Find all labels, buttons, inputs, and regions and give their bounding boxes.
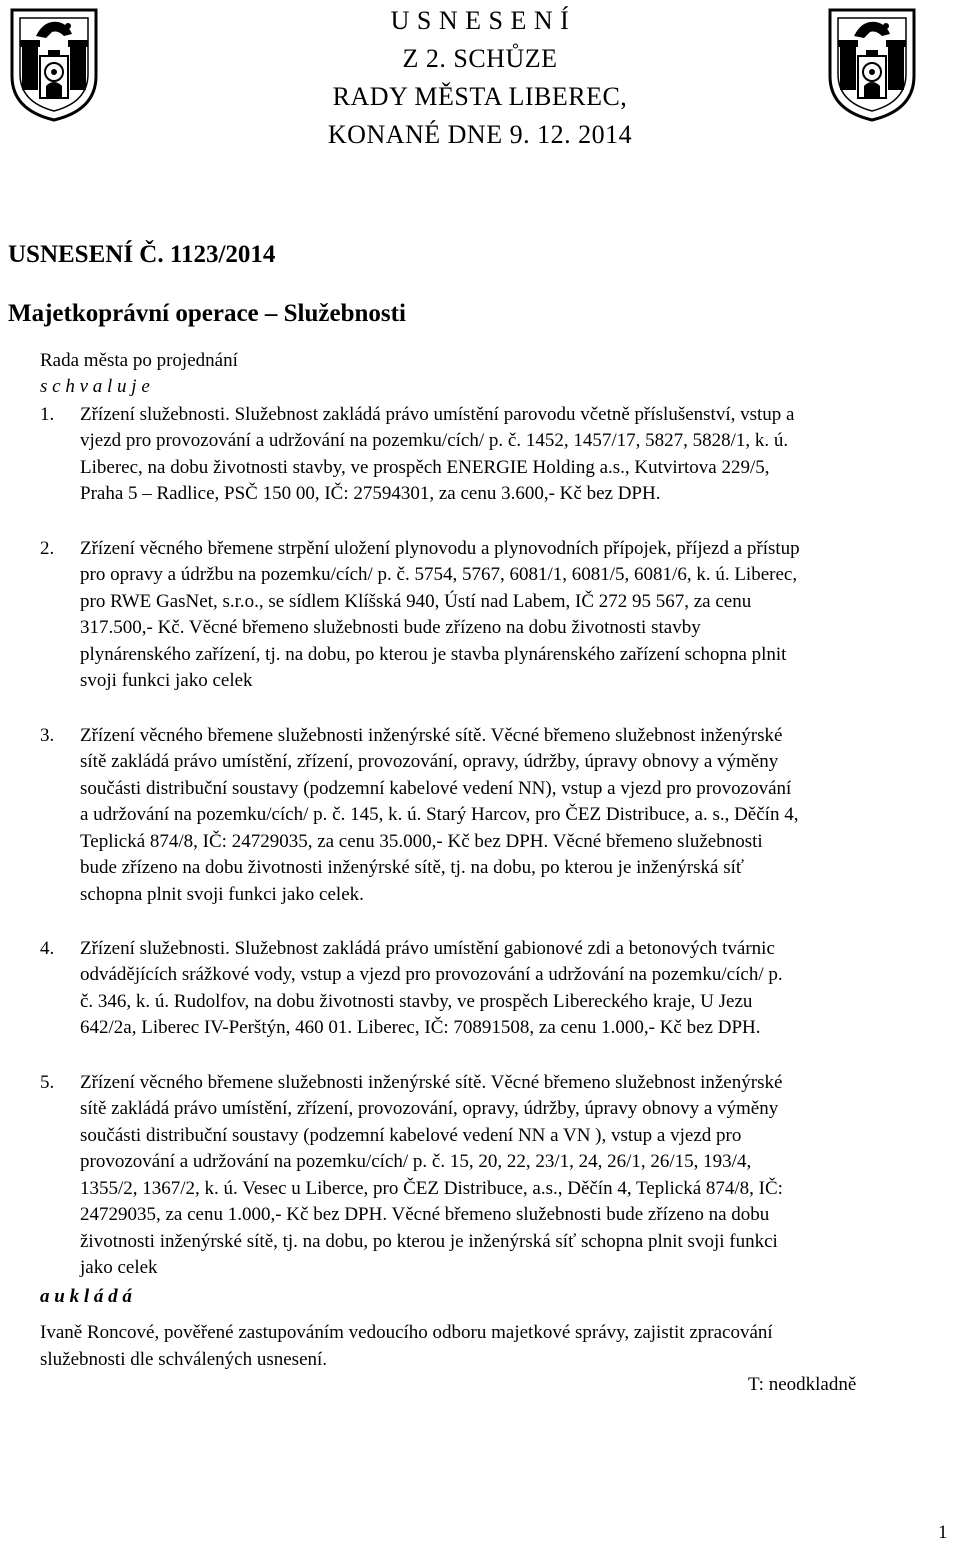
item-line: svoji funkci jako celek bbox=[80, 670, 253, 691]
liberec-coat-of-arms-right-icon bbox=[824, 6, 920, 124]
item-line: Zřízení věcného břemene služebnosti inženýrské sítě. Věcné břemeno služebnost inženýrské bbox=[80, 725, 783, 746]
item-line: sítě zakládá právo umístění, zřízení, provozování, opravy, údržby, úpravy obnovy a výměny bbox=[80, 1098, 779, 1119]
item-line: Zřízení služebnosti. Služebnost zakládá právo umístění gabionové zdi a betonových tvárnic bbox=[80, 938, 775, 959]
resolution-intro: Rada města po projednání bbox=[40, 350, 238, 371]
item-line: životnosti inženýrské sítě, tj. na dobu, po kterou je inženýrská síť schopna plnit svoji funkci bbox=[80, 1231, 778, 1252]
item-line: Zřízení služebnosti. Služebnost zakládá právo umístění parovodu včetně příslušenství, vstup a bbox=[80, 404, 795, 425]
assigns-heading: a u k l á d á bbox=[40, 1286, 132, 1307]
item-line: provozování a udržování na pozemku/cích/ p. č. 15, 20, 22, 23/1, 24, 26/1, 26/15, 193/4, bbox=[80, 1151, 752, 1172]
item-line: 24729035, za cenu 1.000,- Kč bez DPH. Věcné břemeno služebnosti bude zřízeno na dobu bbox=[80, 1204, 770, 1225]
item-line: Zřízení věcného břemene strpění uložení plynovodu a plynovodních přípojek, příjezd a přístup bbox=[80, 538, 800, 559]
item-line: pro RWE GasNet, s.r.o., se sídlem Klíšská 940, Ústí nad Labem, IČ 272 95 567, za cenu bbox=[80, 591, 752, 612]
item-line: vjezd pro provozování a udržování na pozemku/cích/ p. č. 1452, 1457/17, 5827, 5828/1, k. ú. bbox=[80, 430, 789, 451]
item-line: pro opravy a údržbu na pozemku/cích/ p. č. 5754, 5767, 6081/1, 6081/5, 6081/6, k. ú. Liberec, bbox=[80, 564, 798, 585]
item-line: jako celek bbox=[80, 1257, 158, 1278]
header-council: RADY MĚSTA LIBEREC, bbox=[332, 82, 628, 111]
item-number: 4. bbox=[40, 938, 55, 959]
item-line: Liberec, na dobu životnosti stavby, ve prospěch ENERGIE Holding a.s., Kutvirtova 229/5, bbox=[80, 457, 770, 478]
assigns-text-line: služebnosti dle schválených usnesení. bbox=[40, 1349, 328, 1370]
item-line: 642/2a, Liberec IV-Perštýn, 460 01. Liberec, IČ: 70891508, za cenu 1.000,- Kč bez DPH. bbox=[80, 1017, 761, 1038]
item-line: Praha 5 – Radlice, PSČ 150 00, IČ: 27594301, za cenu 3.600,- Kč bez DPH. bbox=[80, 483, 661, 504]
item-line: a udržování na pozemku/cích/ p. č. 145, k. ú. Starý Harcov, pro ČEZ Distribuce, a. s., Děčín 4, bbox=[80, 804, 799, 825]
item-number: 1. bbox=[40, 404, 55, 425]
assigns-text-line: Ivaně Roncové, pověřené zastupováním vedoucího odboru majetkové správy, zajistit zpracování bbox=[40, 1322, 773, 1343]
item-line: Teplická 874/8, IČ: 24729035, za cenu 35.000,- Kč bez DPH. Věcné břemeno služebnosti bbox=[80, 831, 763, 852]
liberec-coat-of-arms-left-icon bbox=[6, 6, 102, 124]
resolution-number: USNESENÍ Č. 1123/2014 bbox=[8, 241, 276, 268]
header-date: KONANÉ DNE 9. 12. 2014 bbox=[327, 120, 633, 149]
page-number: 1 bbox=[938, 1522, 948, 1543]
item-number: 5. bbox=[40, 1072, 55, 1093]
item-line: Zřízení věcného břemene služebnosti inženýrské sítě. Věcné břemeno služebnost inženýrské bbox=[80, 1072, 783, 1093]
item-line: součásti distribuční soustavy (podzemní kabelové vedení NN), vstup a vjezd pro provozování bbox=[80, 778, 792, 799]
item-line: plynárenského zařízení, tj. na dobu, po kterou je stavba plynárenského zařízení schopna plnit bbox=[80, 644, 787, 665]
item-line: sítě zakládá právo umístění, zřízení, provozování, opravy, údržby, úpravy obnovy a výměny bbox=[80, 751, 779, 772]
item-number: 2. bbox=[40, 538, 55, 559]
header-title: U S N E S E N Í bbox=[390, 6, 570, 35]
item-line: 1355/2, 1367/2, k. ú. Vesec u Liberce, pro ČEZ Distribuce, a.s., Děčín 4, Teplická 874/8, IČ: bbox=[80, 1178, 783, 1199]
item-line: č. 346, k. ú. Rudolfov, na dobu životnosti stavby, ve prospěch Libereckého kraje, U Jezu bbox=[80, 991, 753, 1012]
resolution-title: Majetkoprávní operace – Služebnosti bbox=[8, 300, 406, 327]
approves-heading: s c h v a l u j e bbox=[40, 376, 150, 397]
header-meeting: Z 2. SCHŮZE bbox=[402, 44, 558, 73]
item-line: schopna plnit svoji funkci jako celek. bbox=[80, 884, 364, 905]
deadline: T: neodkladně bbox=[748, 1374, 857, 1395]
item-number: 3. bbox=[40, 725, 55, 746]
item-line: bude zřízeno na dobu životnosti inženýrské sítě, tj. na dobu, po kterou je inženýrská síť bbox=[80, 857, 744, 878]
item-line: 317.500,- Kč. Věcné břemeno služebnosti bude zřízeno na dobu životnosti stavby bbox=[80, 617, 701, 638]
item-line: součásti distribuční soustavy (podzemní kabelové vedení NN a VN ), vstup a vjezd pro bbox=[80, 1125, 742, 1146]
item-line: odvádějících srážkové vody, vstup a vjezd pro provozování a udržování na pozemku/cích/ p. bbox=[80, 964, 783, 985]
